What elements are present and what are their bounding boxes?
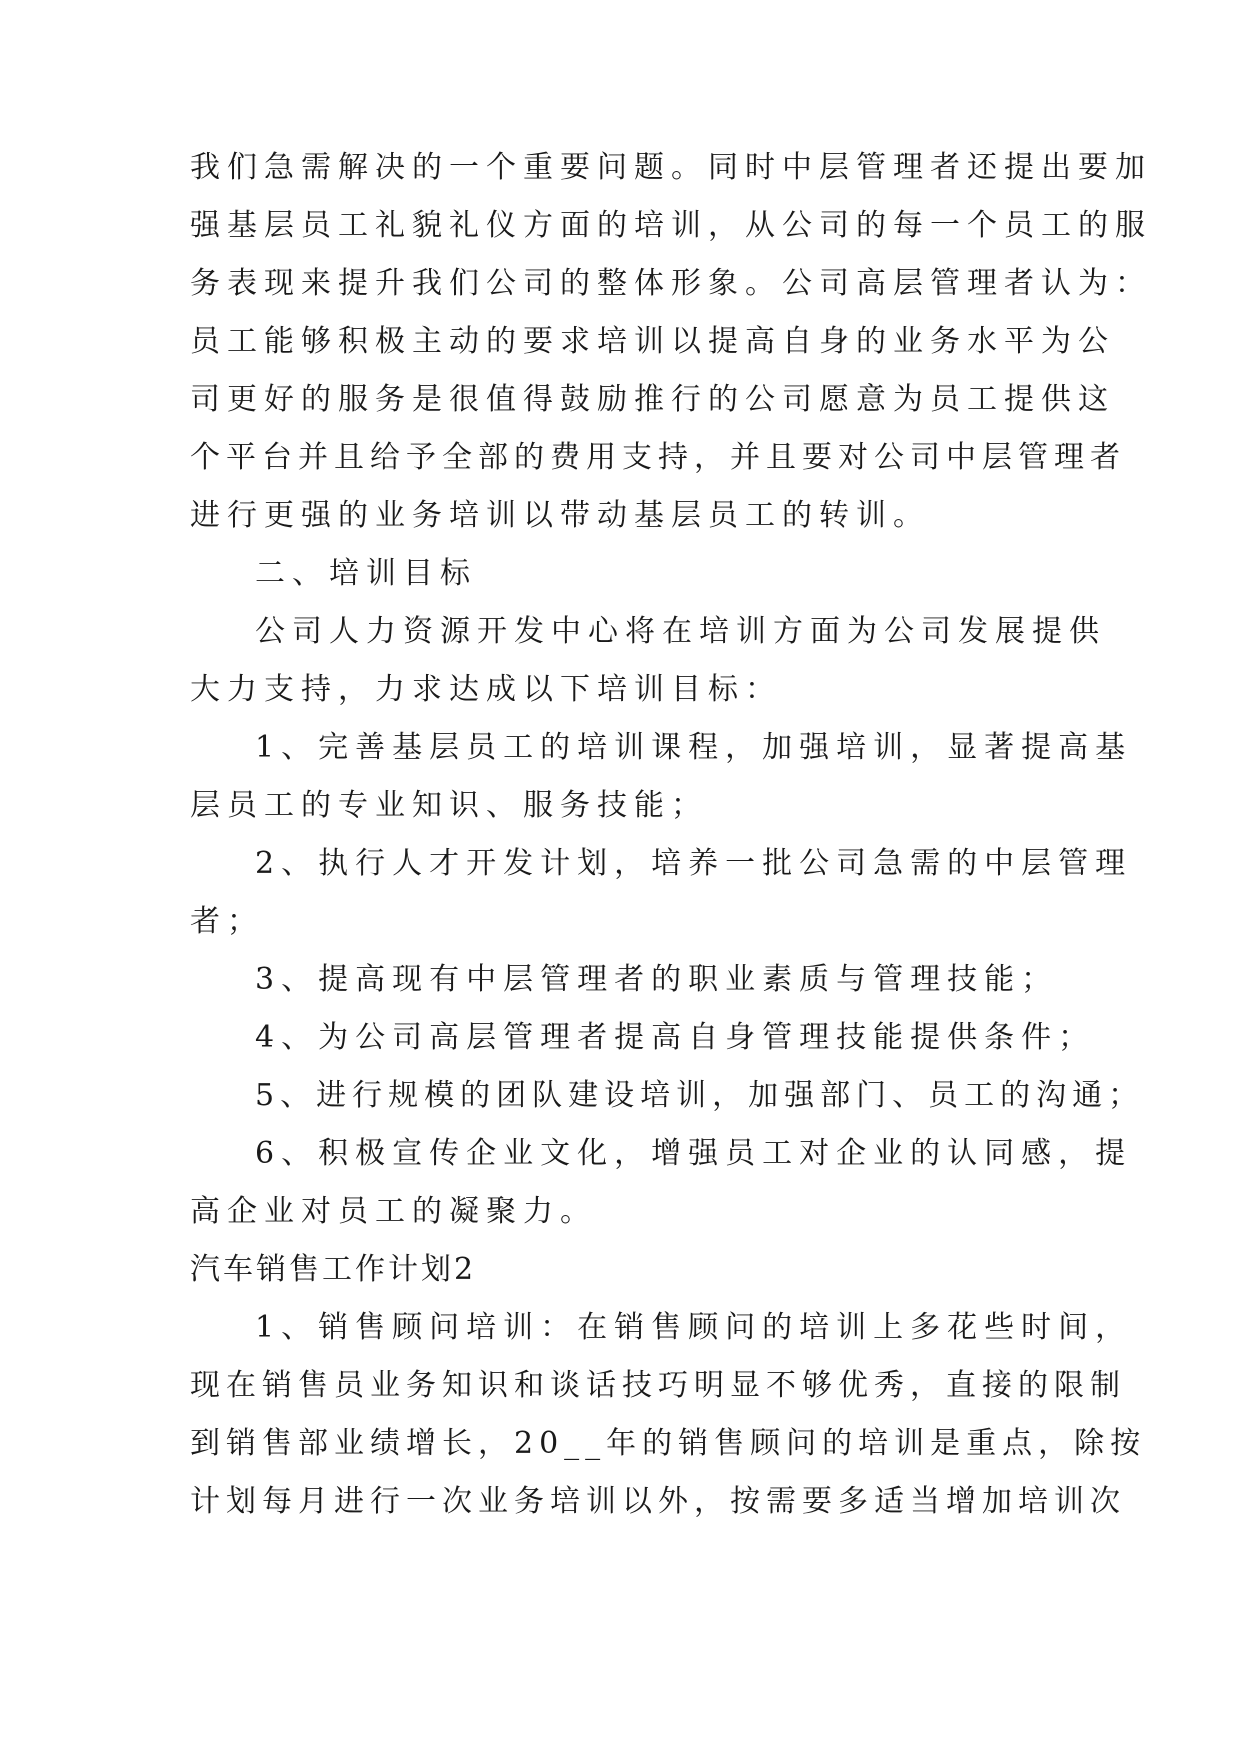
list-item: 2、执行人才开发计划，培养一批公司急需的中层管理: [255, 846, 1133, 881]
text-line: 高企业对员工的凝聚力。: [190, 1194, 597, 1229]
text-line: 个平台并且给予全部的费用支持，并且要对公司中层管理者: [190, 440, 1126, 475]
text-line: 务表现来提升我们公司的整体形象。公司高层管理者认为：: [190, 266, 1152, 301]
text-line: 现在销售员业务知识和谈话技巧明显不够优秀，直接的限制: [190, 1368, 1126, 1403]
text-line: 强基层员工礼貌礼仪方面的培训，从公司的每一个员工的服: [190, 208, 1152, 243]
section-heading: 二、培训目标: [255, 556, 477, 591]
list-item: 5、进行规模的团队建设培训，加强部门、员工的沟通；: [255, 1078, 1145, 1113]
text-line: 到销售部业绩增长，20__年的销售顾问的培训是重点，除按: [190, 1426, 1147, 1461]
text-line: 层员工的专业知识、服务技能；: [190, 788, 708, 823]
text-line: 司更好的服务是很值得鼓励推行的公司愿意为员工提供这: [190, 382, 1115, 417]
list-item: 6、积极宣传企业文化，增强员工对企业的认同感，提: [255, 1136, 1133, 1171]
text-line: 者；: [190, 904, 264, 939]
paragraph-first-line: 公司人力资源开发中心将在培训方面为公司发展提供: [255, 614, 1106, 649]
document-title: 汽车销售工作计划2: [190, 1252, 477, 1287]
text-line: 计划每月进行一次业务培训以外，按需要多适当增加培训次: [190, 1484, 1126, 1519]
list-item: 3、提高现有中层管理者的职业素质与管理技能；: [255, 962, 1059, 997]
list-item: 1、销售顾问培训：在销售顾问的培训上多花些时间，: [255, 1310, 1133, 1345]
text-line: 我们急需解决的一个重要问题。同时中层管理者还提出要加: [190, 150, 1152, 185]
text-line: 员工能够积极主动的要求培训以提高自身的业务水平为公: [190, 324, 1115, 359]
text-line: 进行更强的业务培训以带动基层员工的转训。: [190, 498, 930, 533]
list-item: 4、为公司高层管理者提高自身管理技能提供条件；: [255, 1020, 1096, 1055]
list-item: 1、完善基层员工的培训课程，加强培训，显著提高基: [255, 730, 1133, 765]
text-line: 大力支持，力求达成以下培训目标：: [190, 672, 782, 707]
